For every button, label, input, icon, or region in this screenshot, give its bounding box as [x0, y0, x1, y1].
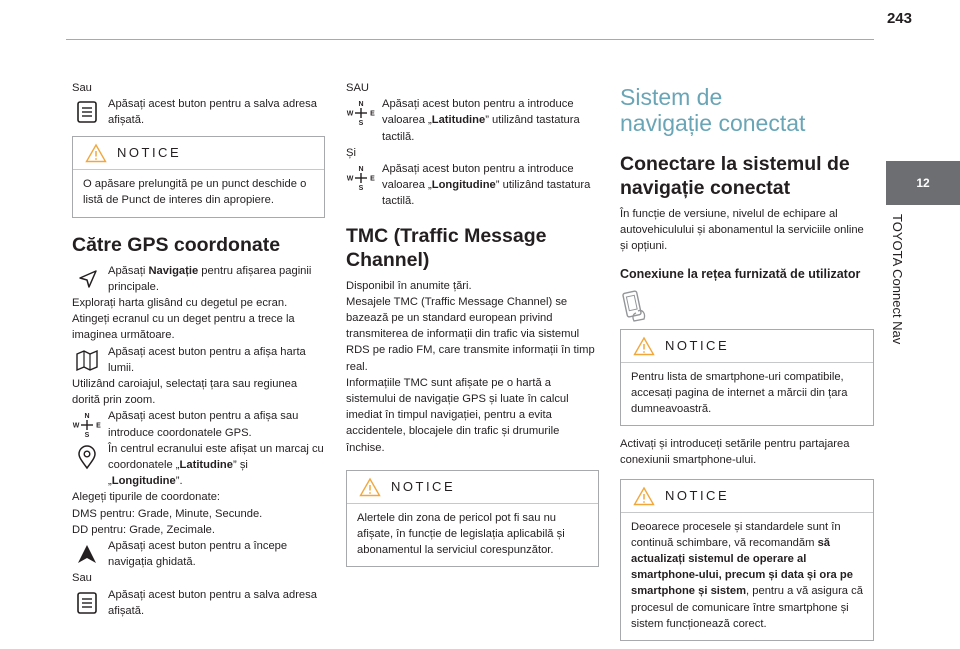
header-divider [66, 39, 874, 40]
compass-icon [346, 98, 376, 126]
or-text: Sau [72, 572, 92, 585]
svg-text:W: W [72, 422, 80, 430]
location-pin-icon [72, 443, 102, 471]
save-address-row: Apăsați acest buton pentru a salva adresa afișată. [72, 96, 325, 130]
svg-text:W: W [346, 175, 354, 183]
notice-text: Deoarece procesele și standardele sunt în continuă schimbare, vă recomandăm să actualizați sistemul de operare al smartphone-ului, precum și data și ora pe smartphone și sistem, pentru a vă asigura că procesul de comunicare între smartphone și sistem funcționează corect. [631, 520, 863, 630]
warning-triangle-icon [85, 143, 107, 163]
warning-triangle-icon [633, 486, 655, 506]
and-text: Și [346, 146, 356, 159]
tmc-description: Mesajele TMC (Traffic Message Channel) se bazează pe un standard european privind transmiterea de informații din trafic via sistemul RDS pe radio FM, care transmite informații în timp real. [346, 295, 595, 373]
world-map-row: Apăsați acest buton pentru a afișa harta lumii. [72, 344, 325, 376]
svg-text:E: E [370, 110, 375, 118]
column-left [72, 80, 325, 621]
notice-box [620, 329, 874, 427]
notice-title: NOTICE [665, 487, 730, 503]
svg-text:S: S [358, 120, 364, 127]
svg-text:S: S [358, 185, 364, 192]
warning-triangle-icon [359, 477, 381, 497]
save-icon [72, 589, 102, 617]
column-right [620, 80, 874, 641]
tmc-info: Informațiile TMC sunt afișate pe o hartă a sistemului de navigație GPS și luate în calcul imediat în timpul navigației, pentru a evita accidentele, blocajele din trafic și drumurile închise. [346, 376, 569, 454]
chapter-title: TOYOTA Connect Nav [890, 214, 905, 345]
guidance-row: Apăsați acest buton pentru a începe navigația ghidată. [72, 538, 325, 570]
explore-text: Explorați harta glisând cu degetul pe ecran. [72, 297, 288, 310]
svg-text:N: N [84, 413, 90, 421]
dd-text: DD pentru: Grade, Zecimale. [72, 523, 216, 536]
guidance-arrow-icon [72, 540, 102, 568]
main-title: Sistem de navigație conectat [620, 84, 806, 136]
activate-text: Activați și introduceți setările pentru partajarea conexiunii smartphone-ului. [620, 438, 850, 467]
grid-text: Utilizând caroiajul, selectați țara sau regiunea dorită prin zoom. [72, 378, 298, 407]
notice-title: NOTICE [665, 337, 730, 353]
svg-text:E: E [96, 422, 101, 430]
svg-text:N: N [358, 101, 364, 109]
notice-text: O apăsare prelungită pe un punct deschide o listă de Punct de interes din apropiere. [83, 178, 307, 207]
notice-title: NOTICE [391, 478, 456, 494]
or-text: Sau [72, 82, 92, 94]
coord-types-text: Alegeți tipurile de coordonate: [72, 491, 221, 504]
compass-icon [72, 410, 102, 438]
page-number: 243 [886, 10, 912, 27]
latitude-row: N S W E Apăsați acest buton pentru a introduce valoarea „Latitudine” utilizând tastatura tactilă. [346, 98, 580, 143]
longitude-row: N S W E Apăsați acest buton pentru a introduce valoarea „Longitudine” utilizând tastatura tactilă. [346, 163, 591, 208]
save-icon [72, 98, 102, 126]
map-icon [72, 346, 102, 374]
notice-box [620, 479, 874, 641]
column-middle [346, 80, 599, 567]
tmc-availability: Disponibil în anumite țări. [346, 279, 472, 292]
notice-text: Alertele din zona de pericol pot fi sau nu afișate, în funcție de legislația aplicabilă și abonamentul la serviciul corespunzător. [357, 511, 565, 557]
dms-text: DMS pentru: Grade, Minute, Secunde. [72, 507, 263, 520]
section-title: TMC (Traffic Message Channel) [346, 224, 547, 271]
warning-triangle-icon [633, 336, 655, 356]
notice-text: Pentru lista de smartphone-uri compatibile, accesați pagina de internet a mărcii din țara dumneavoastră. [631, 370, 848, 416]
marker-row: În centrul ecranului este afișat un marcaj cu coordonatele „Latitudine” și „Longitudine”. [72, 441, 325, 490]
subsection-title: Conexiune la rețea furnizată de utilizator [620, 266, 861, 281]
intro-text: În funcție de versiune, nivelul de echipare al autovehiculului și abonamentul la serviciile online și opțiuni. [620, 208, 864, 253]
compass-icon [346, 163, 376, 191]
section-title: Conectare la sistemul de navigație conectat [620, 153, 850, 199]
save-address-row: Apăsați acest buton pentru a salva adresa afișată. [72, 587, 325, 621]
notice-box [72, 136, 325, 217]
svg-text:W: W [346, 110, 354, 118]
or-text: SAU [346, 82, 370, 94]
navigation-arrow-icon [72, 265, 102, 293]
notice-title: NOTICE [117, 145, 182, 161]
svg-text:S: S [84, 432, 90, 439]
section-title: Către GPS coordonate [72, 233, 281, 256]
chapter-tab[interactable]: 12 [886, 161, 960, 205]
navigation-row: Apăsați Navigație pentru afișarea paginii principale. [72, 263, 325, 295]
notice-box [346, 470, 599, 568]
coordinates-row: N S W E Apăsați acest buton pentru a afișa sau introduce coordonatele GPS. [72, 410, 299, 439]
smartphone-icon [620, 289, 650, 323]
svg-text:E: E [370, 175, 375, 183]
touch-text: Atingeți ecranul cu un deget pentru a trece la imaginea următoare. [72, 313, 295, 342]
svg-text:N: N [358, 166, 364, 174]
